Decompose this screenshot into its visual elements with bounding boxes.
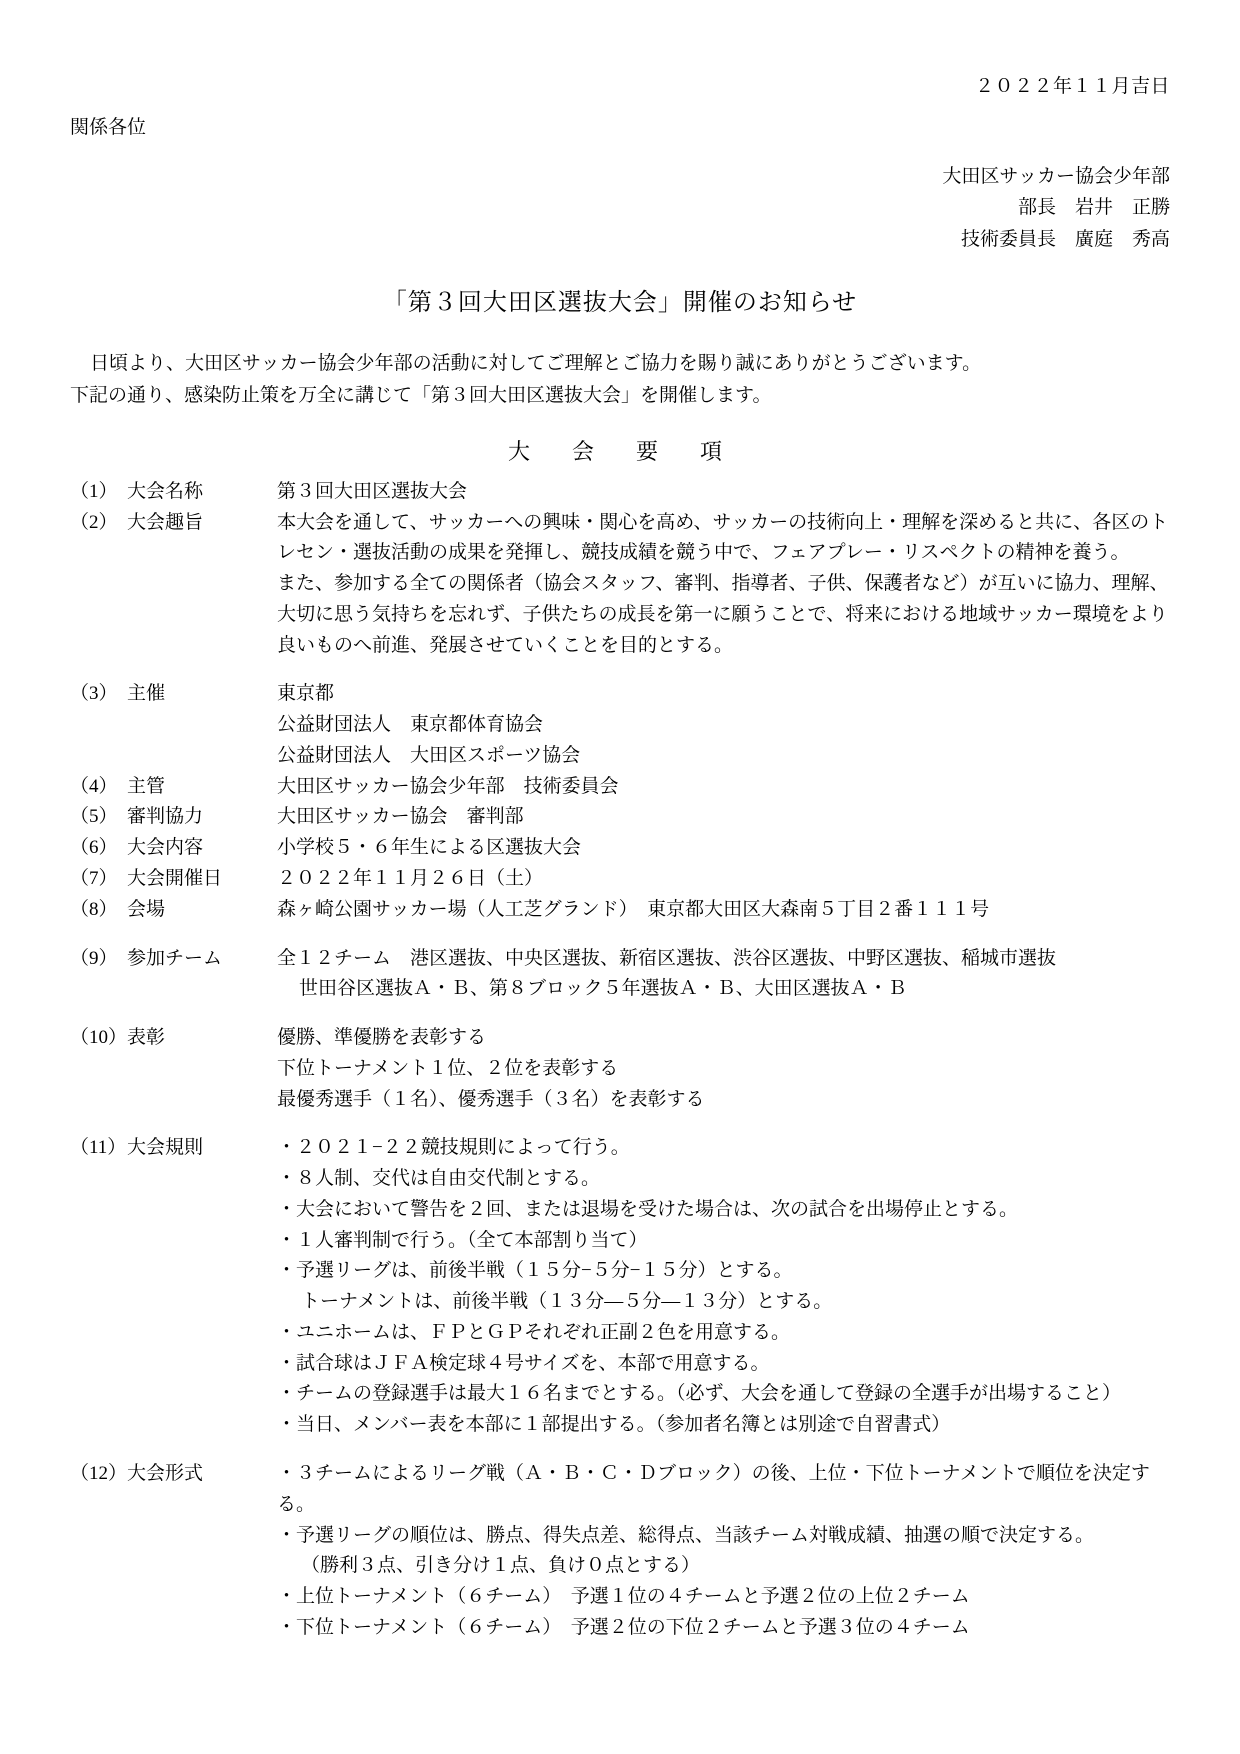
- item-line: ・８人制、交代は自由交代制とする。: [277, 1168, 601, 1190]
- item-line: ・予選リーグの順位は、勝点、得失点差、総得点、当該チーム対戦成績、抽選の順で決定する。: [277, 1524, 1095, 1546]
- page-title: 「第３回大田区選抜大会」開催のお知らせ: [382, 289, 858, 316]
- item-label: 会場: [127, 898, 166, 920]
- item-line: 公益財団法人 東京都体育協会: [277, 714, 544, 736]
- item-line: 優勝、準優勝を表彰する: [277, 1027, 487, 1049]
- item-label: 大会趣旨: [127, 511, 204, 533]
- item-line: ・チームの登録選手は最大１６名までとする。（必ず、大会を通して登録の全選手が出場すること）: [277, 1383, 1121, 1405]
- item-label: 表彰: [127, 1027, 166, 1049]
- item-value: [277, 477, 1170, 508]
- item-number: （11）: [70, 1137, 127, 1159]
- item-line: 小学校５・６年生による区選抜大会: [277, 837, 582, 859]
- lead-line-2: 下記の通り、感染防止策を万全に講じて「第３回大田区選抜大会」を開催します。: [70, 385, 772, 407]
- item-row: [70, 833, 1170, 864]
- item-line: ・上位トーナメント（６チーム） 予選１位の４チームと予選２位の上位２チーム: [277, 1586, 970, 1608]
- item-line: 本大会を通して、サッカーへの興味・関心を高め、サッカーの技術向上・理解を深めると共に、各区のトレセン・選抜活動の成果を発揮し、競技成績を競う中で、フェアプレー・リスペクトの精神を養う。: [277, 511, 1169, 564]
- section-title: 大 会 要 項: [507, 438, 732, 464]
- item-number: （12）: [70, 1462, 128, 1484]
- item-label: 参加チーム: [127, 947, 223, 969]
- item-label: 大会名称: [127, 480, 204, 502]
- sender-block: [70, 161, 1170, 255]
- item-label: 主催: [127, 683, 166, 705]
- item-line: ・３チームによるリーグ戦（Ａ・Ｂ・Ｃ・Ｄブロック）の後、上位・下位トーナメントで順位を決定する。: [277, 1462, 1150, 1515]
- item-line: 森ヶ崎公園サッカー場（人工芝グランド） 東京都大田区大森南５丁目２番１１１号: [277, 898, 990, 920]
- item-number: （1）: [70, 480, 118, 502]
- item-line: 大田区サッカー協会 審判部: [277, 806, 524, 828]
- item-row: [70, 1133, 1170, 1441]
- item-number: （8）: [70, 898, 118, 920]
- item-number: （7）: [70, 867, 118, 889]
- item-line: 第３回大田区選抜大会: [277, 480, 468, 502]
- item-line: 大田区サッカー協会少年部 技術委員会: [277, 775, 619, 797]
- item-value: [277, 1133, 1170, 1441]
- item-label: 審判協力: [127, 806, 204, 828]
- document-date: ２０２２年１１月吉日: [974, 76, 1170, 97]
- item-line: ・ユニホームは、ＦＰとＧＰそれぞれ正副２色を用意する。: [277, 1321, 791, 1343]
- item-row: [70, 895, 1170, 926]
- lead-paragraph: [70, 348, 1170, 413]
- item-value: [277, 1023, 1170, 1115]
- item-number: （4）: [70, 775, 118, 797]
- item-line: ・当日、メンバー表を本部に１部提出する。（参加者名簿とは別途で自習書式）: [277, 1414, 951, 1436]
- item-line: ・下位トーナメント（６チーム） 予選２位の下位２チームと予選３位の４チーム: [277, 1616, 970, 1638]
- item-row: [70, 1459, 1170, 1644]
- item-line: 下位トーナメント１位、２位を表彰する: [277, 1057, 619, 1079]
- row-spacer: [70, 1005, 1170, 1023]
- item-row: [70, 802, 1170, 833]
- item-number: （10）: [70, 1027, 128, 1049]
- addressee: 関係各位: [70, 117, 147, 139]
- item-line: トーナメントは、前後半戦（１３分—５分—１３分）とする。: [301, 1291, 833, 1313]
- item-line: 公益財団法人 大田区スポーツ協会: [277, 744, 581, 766]
- item-row: [70, 944, 1170, 1006]
- item-line: 全１２チーム 港区選抜、中央区選抜、新宿区選抜、渋谷区選抜、中野区選抜、稲城市選抜: [277, 947, 1057, 969]
- item-line: 世田谷区選抜Ａ・Ｂ、第８ブロック５年選抜Ａ・Ｂ、大田区選抜Ａ・Ｂ: [299, 978, 907, 1000]
- item-value: [277, 679, 1170, 771]
- item-value: [277, 833, 1170, 864]
- item-row: [70, 508, 1170, 662]
- item-line: 東京都: [277, 683, 335, 705]
- item-line: また、参加する全ての関係者（協会スタッフ、審判、指導者、子供、保護者など）が互いに協力、理解、大切に思う気持ちを忘れず、子供たちの成長を第一に願うことで、将来における地域サッカー環境をより良いものへ前進、発展させていくことを目的とする。: [277, 573, 1169, 656]
- item-row: [70, 864, 1170, 895]
- item-line: 最優秀選手（１名）、優秀選手（３名）を表彰する: [277, 1088, 705, 1110]
- item-value: [277, 864, 1170, 895]
- item-line: （勝利３点、引き分け１点、負け０点とする）: [301, 1555, 701, 1577]
- item-row: [70, 772, 1170, 803]
- item-row: [70, 679, 1170, 771]
- item-line: ２０２２年１１月２６日（土）: [277, 867, 544, 889]
- sender-technical-chair: 技術委員長 廣庭 秀高: [960, 228, 1170, 250]
- item-line: ・試合球はＪＦＡ検定球４号サイズを、本部で用意する。: [277, 1352, 770, 1374]
- row-spacer: [70, 1441, 1170, 1459]
- item-label: 主管: [127, 775, 166, 797]
- item-line: ・大会において警告を２回、または退場を受けた場合は、次の試合を出場停止とする。: [277, 1198, 1019, 1220]
- sender-organization: 大田区サッカー協会少年部: [942, 165, 1170, 187]
- item-line: ・予選リーグは、前後半戦（１５分−５分−１５分）とする。: [277, 1260, 793, 1282]
- item-value: [277, 895, 1170, 926]
- item-value: [277, 802, 1170, 833]
- item-label: 大会規則: [127, 1137, 204, 1159]
- item-label: 大会内容: [127, 837, 204, 859]
- item-row: [70, 1023, 1170, 1115]
- item-number: （3）: [70, 683, 118, 705]
- item-number: （6）: [70, 837, 118, 859]
- row-spacer: [70, 1115, 1170, 1133]
- item-label: 大会形式: [127, 1462, 204, 1484]
- row-spacer: [70, 661, 1170, 679]
- item-value: [277, 944, 1170, 1006]
- item-line: ・１人審判制で行う。（全て本部割り当て）: [277, 1229, 648, 1251]
- item-value: [277, 508, 1170, 662]
- sender-chief: 部長 岩井 正勝: [1017, 197, 1170, 219]
- outline-table: [70, 477, 1170, 1644]
- item-value: [277, 772, 1170, 803]
- lead-line-1: 日頃より、大田区サッカー協会少年部の活動に対してご理解とご協力を賜り誠にありがとうございます。: [90, 353, 982, 375]
- item-row: [70, 477, 1170, 508]
- item-value: [277, 1459, 1170, 1644]
- item-number: （9）: [70, 947, 118, 969]
- item-label: 大会開催日: [127, 867, 223, 889]
- item-line: ・２０２１−２２競技規則によって行う。: [277, 1137, 630, 1159]
- item-number: （5）: [70, 806, 118, 828]
- row-spacer: [70, 926, 1170, 944]
- item-number: （2）: [70, 511, 118, 533]
